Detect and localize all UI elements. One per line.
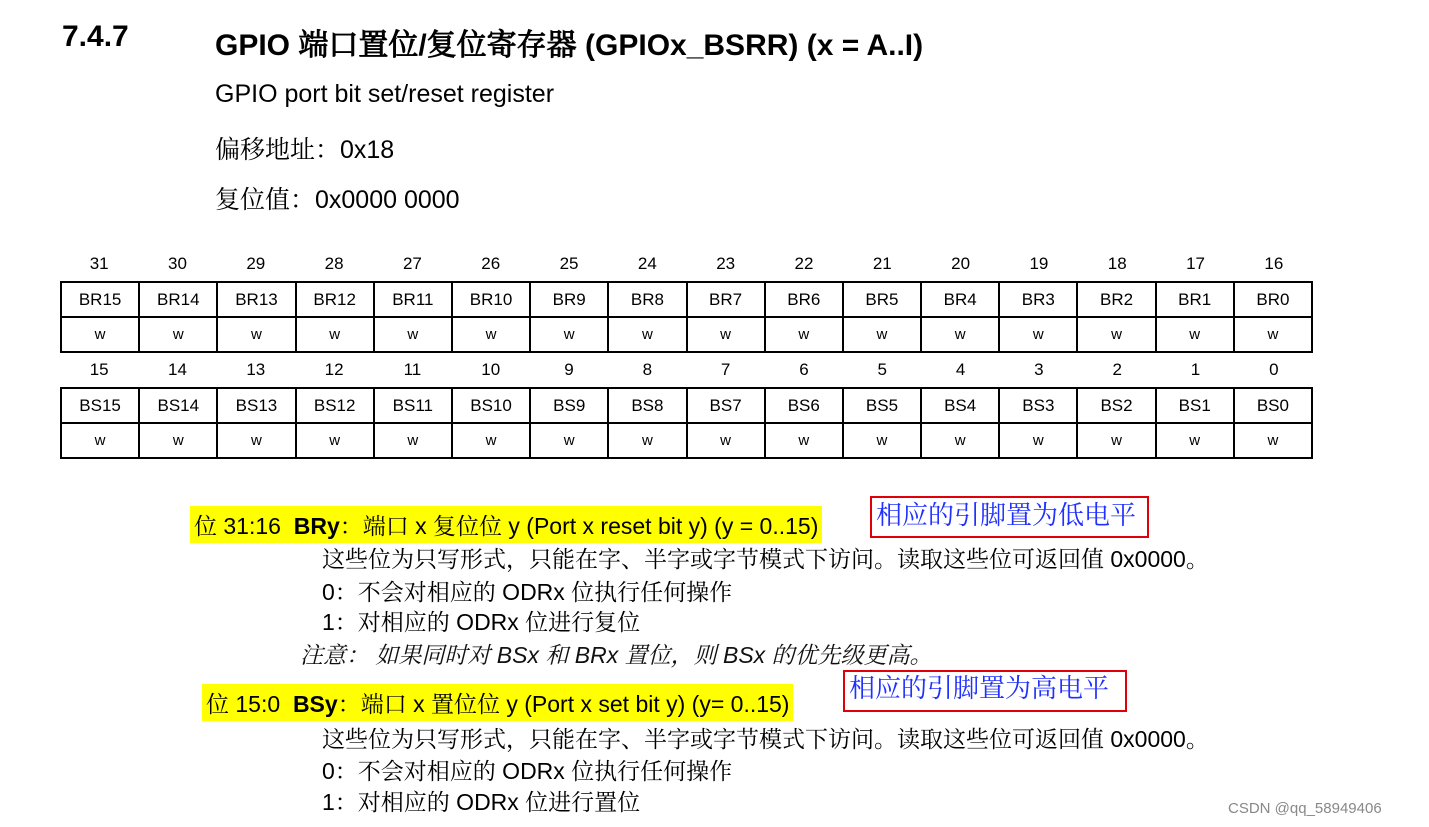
bit-number: 20 [951, 254, 971, 273]
field-name-cell: BS10 [452, 388, 530, 423]
bit-number: 15 [89, 360, 109, 379]
access-cell: w [843, 317, 921, 352]
access-cell: w [530, 423, 608, 458]
bit-number: 0 [1269, 360, 1279, 379]
bit-number: 11 [403, 360, 422, 379]
access-cell: w [139, 317, 217, 352]
access-cell: w [765, 317, 843, 352]
bs-bit-range: 位 15:0 [206, 691, 281, 717]
access-cell: w [61, 317, 139, 352]
field-name-cell: BS3 [999, 388, 1077, 423]
section-title: GPIO 端口置位/复位寄存器 (GPIOx_BSRR) (x = A..I) [215, 29, 924, 62]
access-cell: w [217, 317, 295, 352]
bit-number: 1 [1190, 360, 1201, 379]
access-cell: w [999, 423, 1077, 458]
field-name-cell: BR4 [921, 282, 999, 317]
bit-number: 10 [481, 360, 501, 379]
bit-number: 24 [637, 254, 657, 273]
field-name-cell: BR0 [1234, 282, 1312, 317]
bit-number: 25 [559, 254, 579, 273]
bit-number: 21 [872, 254, 892, 273]
access-cell: w [687, 423, 765, 458]
bit-number: 31 [89, 254, 109, 273]
field-names-row-high [61, 282, 1312, 317]
bit-number: 14 [168, 360, 187, 379]
bit-number: 4 [955, 360, 966, 379]
bit-number: 18 [1107, 254, 1127, 273]
field-name-cell: BS0 [1234, 388, 1312, 423]
bit-number: 16 [1264, 254, 1284, 273]
section-number: 7.4.7 [62, 20, 129, 53]
access-cell: w [374, 423, 452, 458]
field-name-cell: BR11 [374, 282, 452, 317]
register-table-high [60, 281, 1313, 353]
access-row-low [61, 423, 1312, 458]
field-name-cell: BR7 [687, 282, 765, 317]
access-cell: w [296, 423, 374, 458]
access-cell: w [1077, 317, 1155, 352]
bit-number: 6 [799, 360, 809, 379]
bit-number: 13 [246, 360, 266, 379]
access-cell: w [921, 423, 999, 458]
field-name-cell: BS9 [530, 388, 608, 423]
access-cell: w [296, 317, 374, 352]
access-cell: w [765, 423, 843, 458]
br-field-name: BRy [293, 513, 340, 539]
field-name-cell: BR8 [608, 282, 686, 317]
bit-number: 28 [324, 254, 344, 273]
br-field-desc: ：端口 x 复位位 y (Port x reset bit y) (y = 0..15) [339, 513, 819, 539]
access-cell: w [139, 423, 217, 458]
access-cell: w [61, 423, 139, 458]
access-cell: w [530, 317, 608, 352]
bit-numbers-high [60, 247, 1313, 281]
br-desc-line2: 0：不会对相应的 ODRx 位执行任何操作 [322, 579, 733, 605]
priority-note: 注意： 如果同时对 BSx 和 BRx 置位，则 BSx 的优先级更高。 [300, 642, 933, 668]
register-high-half [60, 247, 1313, 353]
reset-value: 复位值：0x0000 0000 [215, 186, 460, 214]
access-cell: w [1234, 423, 1312, 458]
access-cell: w [452, 317, 530, 352]
csdn-watermark: CSDN @qq_58949406 [1228, 800, 1382, 817]
br-bit-range: 位 31:16 [194, 513, 281, 539]
field-name-cell: BS1 [1156, 388, 1234, 423]
access-cell: w [1156, 423, 1234, 458]
bit-number: 5 [877, 360, 888, 379]
bit-number: 9 [564, 360, 574, 379]
bit-number: 3 [1034, 360, 1044, 379]
field-name-cell: BR13 [217, 282, 295, 317]
field-name-cell: BS14 [139, 388, 217, 423]
field-name-cell: BR2 [1077, 282, 1155, 317]
bs-field-heading [202, 684, 793, 721]
bs-annotation-box: 相应的引脚置为高电平 [843, 670, 1127, 712]
bs-desc-line1: 这些位为只写形式，只能在字、半字或字节模式下访问。读取这些位可返回值 0x0000。 [322, 726, 1209, 752]
field-names-row-low [61, 388, 1312, 423]
access-cell: w [1077, 423, 1155, 458]
bit-number: 17 [1186, 254, 1205, 273]
field-name-cell: BS12 [296, 388, 374, 423]
bit-number: 8 [642, 360, 653, 379]
br-annotation-box: 相应的引脚置为低电平 [870, 496, 1149, 538]
field-name-cell: BS5 [843, 388, 921, 423]
field-name-cell: BR9 [530, 282, 608, 317]
field-name-cell: BR6 [765, 282, 843, 317]
bit-number: 22 [794, 254, 814, 273]
access-cell: w [608, 423, 686, 458]
access-cell: w [999, 317, 1077, 352]
bit-number: 7 [720, 360, 731, 379]
bit-number: 2 [1112, 360, 1122, 379]
offset-address: 偏移地址：0x18 [215, 136, 395, 164]
field-name-cell: BS13 [217, 388, 295, 423]
access-cell: w [374, 317, 452, 352]
field-name-cell: BS15 [61, 388, 139, 423]
access-cell: w [1234, 317, 1312, 352]
register-low-half [60, 353, 1313, 459]
access-cell: w [608, 317, 686, 352]
bs-desc-line3: 1：对相应的 ODRx 位进行置位 [322, 789, 641, 815]
bs-field-desc: ：端口 x 置位位 y (Port x set bit y) (y= 0..15) [337, 691, 790, 717]
field-name-cell: BR1 [1156, 282, 1234, 317]
field-name-cell: BR14 [139, 282, 217, 317]
field-name-cell: BS4 [921, 388, 999, 423]
bs-desc-line2: 0：不会对相应的 ODRx 位执行任何操作 [322, 758, 733, 784]
bit-number: 26 [481, 254, 501, 273]
field-name-cell: BS7 [687, 388, 765, 423]
field-name-cell: BR5 [843, 282, 921, 317]
access-row-high [61, 317, 1312, 352]
access-cell: w [452, 423, 530, 458]
bit-number: 12 [324, 360, 344, 379]
field-name-cell: BS2 [1077, 388, 1155, 423]
register-english-name: GPIO port bit set/reset register [215, 80, 555, 108]
field-name-cell: BS11 [374, 388, 452, 423]
bit-number: 23 [716, 254, 736, 273]
access-cell: w [1156, 317, 1234, 352]
br-desc-line1: 这些位为只写形式，只能在字、半字或字节模式下访问。读取这些位可返回值 0x0000。 [322, 546, 1209, 572]
bit-number: 27 [402, 254, 422, 273]
access-cell: w [921, 317, 999, 352]
bit-number: 19 [1029, 254, 1049, 273]
bit-number: 30 [168, 254, 187, 273]
field-name-cell: BS6 [765, 388, 843, 423]
register-table-low [60, 387, 1313, 459]
bit-number: 29 [246, 254, 266, 273]
access-cell: w [687, 317, 765, 352]
bit-numbers-low [60, 353, 1313, 387]
br-field-heading [190, 506, 822, 543]
field-name-cell: BS8 [608, 388, 686, 423]
access-cell: w [217, 423, 295, 458]
field-name-cell: BR10 [452, 282, 530, 317]
br-desc-line3: 1：对相应的 ODRx 位进行复位 [322, 609, 641, 635]
field-name-cell: BR12 [296, 282, 374, 317]
bs-field-name: BSy [292, 691, 338, 717]
access-cell: w [843, 423, 921, 458]
field-name-cell: BR3 [999, 282, 1077, 317]
field-name-cell: BR15 [61, 282, 139, 317]
